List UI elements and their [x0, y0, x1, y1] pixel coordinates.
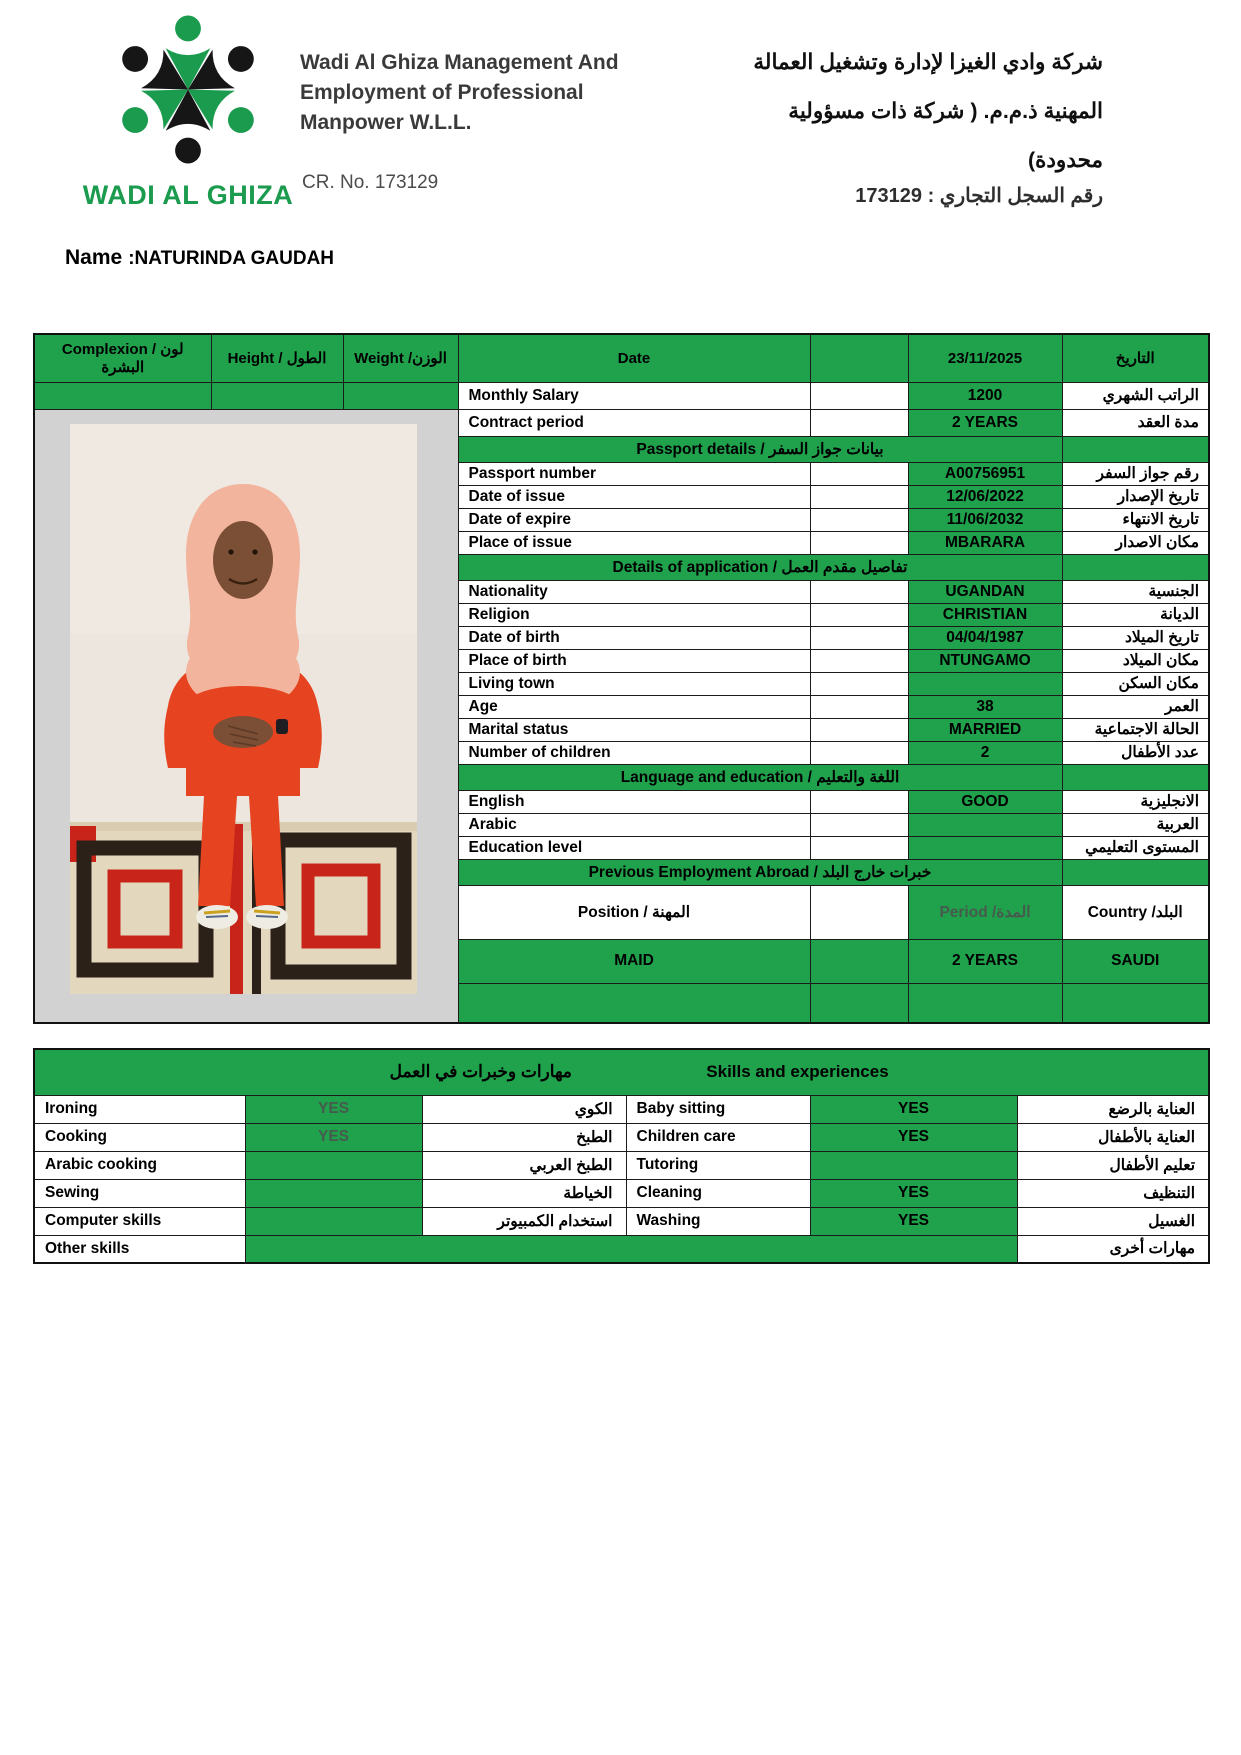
applicant-photo	[70, 424, 417, 994]
field-value	[908, 813, 1062, 836]
field-gap-cell	[810, 836, 908, 859]
field-value: MARRIED	[908, 718, 1062, 741]
field-label: Place of issue	[458, 531, 810, 554]
skill-label-en: Washing	[626, 1207, 810, 1235]
field-label: Monthly Salary	[458, 382, 810, 409]
skill-label-en: Children care	[626, 1123, 810, 1151]
field-value: 38	[908, 695, 1062, 718]
field-label: Date of expire	[458, 508, 810, 531]
skill-row	[34, 1123, 1209, 1151]
field-gap-cell	[810, 382, 908, 409]
skill-label-en: Baby sitting	[626, 1095, 810, 1123]
field-gap-cell	[810, 741, 908, 764]
employment-empty-cell	[1062, 983, 1209, 1023]
employment-position-cell: MAID	[458, 939, 810, 983]
skills-header-row	[34, 1049, 1209, 1095]
height-header: Height / الطول	[211, 334, 343, 382]
skills-header-arabic: مهارات وخبرات في العمل	[389, 1062, 572, 1082]
logo-wordmark: WADI AL GHIZA	[82, 180, 294, 210]
field-value: A00756951	[908, 462, 1062, 485]
field-gap-cell	[810, 603, 908, 626]
field-arabic-label: المستوى التعليمي	[1062, 836, 1209, 859]
section-band-side	[1062, 859, 1209, 885]
field-value: GOOD	[908, 790, 1062, 813]
field-gap-cell	[810, 462, 908, 485]
weight-value-cell	[343, 382, 458, 409]
employment-gap-cell	[810, 885, 908, 939]
company-logo	[72, 6, 304, 211]
applicant-name: :NATURINDA GAUDAH	[128, 248, 335, 269]
skill-value-merged	[245, 1235, 1017, 1263]
field-gap-cell	[810, 485, 908, 508]
skills-header-band	[34, 1049, 1209, 1095]
date-gap-cell	[810, 334, 908, 382]
skill-label-ar: تعليم الأطفال	[1017, 1151, 1209, 1179]
field-gap-cell	[810, 718, 908, 741]
employment-empty-cell	[810, 983, 908, 1023]
skill-value	[810, 1151, 1017, 1179]
field-value: 11/06/2032	[908, 508, 1062, 531]
field-arabic-label: رقم جواز السفر	[1062, 462, 1209, 485]
field-label: Number of children	[458, 741, 810, 764]
skill-label-en: Cooking	[34, 1123, 245, 1151]
field-gap-cell	[810, 695, 908, 718]
field-value	[908, 672, 1062, 695]
field-value: UGANDAN	[908, 580, 1062, 603]
applicant-name-row	[65, 246, 334, 270]
section-band: Passport details / بيانات جواز السفر	[458, 436, 1062, 462]
field-arabic-label: تاريخ الإصدار	[1062, 485, 1209, 508]
section-band: Language and education / اللغة والتعليم	[458, 764, 1062, 790]
field-arabic-label: الجنسية	[1062, 580, 1209, 603]
field-arabic-label: الراتب الشهري	[1062, 382, 1209, 409]
field-arabic-label: العمر	[1062, 695, 1209, 718]
field-value: 04/04/1987	[908, 626, 1062, 649]
skill-value: YES	[810, 1207, 1017, 1235]
field-value: 2	[908, 741, 1062, 764]
skill-label-ar: العناية بالأطفال	[1017, 1123, 1209, 1151]
field-value: 2 YEARS	[908, 409, 1062, 436]
field-gap-cell	[810, 508, 908, 531]
skill-value	[245, 1151, 422, 1179]
employment-country-cell: SAUDI	[1062, 939, 1209, 983]
complexion-value-cell	[34, 382, 211, 409]
field-label: Religion	[458, 603, 810, 626]
field-arabic-label: تاريخ الانتهاء	[1062, 508, 1209, 531]
height-value-cell	[211, 382, 343, 409]
employment-empty-cell	[908, 983, 1062, 1023]
skill-value	[245, 1179, 422, 1207]
skills-header-english: Skills and experiences	[706, 1062, 889, 1082]
date-arabic-label: التاريخ	[1062, 334, 1209, 382]
field-arabic-label: الانجليزية	[1062, 790, 1209, 813]
company-name-ar-line2: المهنية ذ.م.م. ( شركة ذات مسؤولية	[788, 99, 1103, 123]
skill-label-ar: مهارات أخرى	[1017, 1235, 1209, 1263]
field-arabic-label: تاريخ الميلاد	[1062, 626, 1209, 649]
skill-label-en: Cleaning	[626, 1179, 810, 1207]
section-band-side	[1062, 554, 1209, 580]
section-band: Details of application / تفاصيل مقدم العمل	[458, 554, 1062, 580]
field-gap-cell	[810, 790, 908, 813]
position-header-cell: Position / المهنة	[458, 885, 810, 939]
cr-number-arabic: رقم السجل التجاري : 173129	[855, 185, 1103, 207]
employment-period-cell: 2 YEARS	[908, 939, 1062, 983]
field-label: Nationality	[458, 580, 810, 603]
country-header-cell: Country /البلد	[1062, 885, 1209, 939]
field-value: NTUNGAMO	[908, 649, 1062, 672]
skill-value: YES	[810, 1123, 1017, 1151]
field-label: Education level	[458, 836, 810, 859]
skill-label-en: Tutoring	[626, 1151, 810, 1179]
period-header-cell: Period /المدة	[908, 885, 1062, 939]
field-arabic-label: الحالة الاجتماعية	[1062, 718, 1209, 741]
field-gap-cell	[810, 580, 908, 603]
skill-label-en: Computer skills	[34, 1207, 245, 1235]
skill-label-en: Arabic cooking	[34, 1151, 245, 1179]
skill-row	[34, 1179, 1209, 1207]
skill-value	[245, 1207, 422, 1235]
company-name-en-line3: Manpower W.L.L.	[300, 111, 472, 134]
field-arabic-label: مدة العقد	[1062, 409, 1209, 436]
field-arabic-label: مكان الاصدار	[1062, 531, 1209, 554]
company-name-en-line2: Employment of Professional	[300, 81, 584, 104]
skill-label-ar: الخياطة	[422, 1179, 626, 1207]
field-gap-cell	[810, 813, 908, 836]
skill-row	[34, 1095, 1209, 1123]
field-value: 1200	[908, 382, 1062, 409]
company-name-english	[300, 48, 619, 138]
skill-row	[34, 1207, 1209, 1235]
field-label: Contract period	[458, 409, 810, 436]
weight-header: Weight /الوزن	[343, 334, 458, 382]
skill-row	[34, 1151, 1209, 1179]
field-value: CHRISTIAN	[908, 603, 1062, 626]
skill-value: YES	[245, 1123, 422, 1151]
skill-label-ar: العناية بالرضع	[1017, 1095, 1209, 1123]
field-arabic-label: الديانة	[1062, 603, 1209, 626]
skill-label-ar: الكوي	[422, 1095, 626, 1123]
field-label: Date of birth	[458, 626, 810, 649]
skill-label-ar: استخدام الكمبيوتر	[422, 1207, 626, 1235]
table-header-row	[34, 334, 1209, 382]
field-gap-cell	[810, 626, 908, 649]
company-name-en-line1: Wadi Al Ghiza Management And	[300, 51, 619, 74]
field-value: MBARARA	[908, 531, 1062, 554]
table-row	[34, 382, 1209, 409]
company-name-ar-line3: محدودة)	[1027, 148, 1103, 172]
name-label: Name	[65, 246, 123, 269]
field-value: 12/06/2022	[908, 485, 1062, 508]
field-label: Arabic	[458, 813, 810, 836]
skill-row	[34, 1235, 1209, 1263]
field-gap-cell	[810, 649, 908, 672]
logo-icon	[102, 6, 274, 173]
employment-empty-cell	[458, 983, 810, 1023]
field-gap-cell	[810, 531, 908, 554]
field-label: English	[458, 790, 810, 813]
field-gap-cell	[810, 672, 908, 695]
skill-label-en: Other skills	[34, 1235, 245, 1263]
section-band-side	[1062, 764, 1209, 790]
section-band-side	[1062, 436, 1209, 462]
skill-label-ar: الطبخ	[422, 1123, 626, 1151]
skill-label-ar: الطبخ العربي	[422, 1151, 626, 1179]
field-label: Date of issue	[458, 485, 810, 508]
field-arabic-label: العربية	[1062, 813, 1209, 836]
field-gap-cell	[810, 409, 908, 436]
date-label: Date	[458, 334, 810, 382]
field-label: Marital status	[458, 718, 810, 741]
section-band: Previous Employment Abroad / خبرات خارج البلد	[458, 859, 1062, 885]
employment-gap-cell	[810, 939, 908, 983]
complexion-header: Complexion / لون البشرة	[34, 334, 211, 382]
field-label: Place of birth	[458, 649, 810, 672]
skill-label-ar: التنظيف	[1017, 1179, 1209, 1207]
field-value	[908, 836, 1062, 859]
skill-label-en: Ironing	[34, 1095, 245, 1123]
skill-value: YES	[810, 1179, 1017, 1207]
field-arabic-label: مكان السكن	[1062, 672, 1209, 695]
skill-value: YES	[810, 1095, 1017, 1123]
skills-table	[33, 1048, 1210, 1264]
company-name-ar-line1: شركة وادي الغيزا لإدارة وتشغيل العمالة	[753, 50, 1103, 74]
field-label: Living town	[458, 672, 810, 695]
field-arabic-label: مكان الميلاد	[1062, 649, 1209, 672]
applicant-photo-image	[70, 424, 417, 994]
skill-label-en: Sewing	[34, 1179, 245, 1207]
cr-number-english: CR. No. 173129	[302, 172, 439, 193]
field-label: Passport number	[458, 462, 810, 485]
skill-value: YES	[245, 1095, 422, 1123]
company-name-arabic	[663, 38, 1103, 185]
skill-label-ar: الغسيل	[1017, 1207, 1209, 1235]
date-value: 23/11/2025	[908, 334, 1062, 382]
field-arabic-label: عدد الأطفال	[1062, 741, 1209, 764]
field-label: Age	[458, 695, 810, 718]
